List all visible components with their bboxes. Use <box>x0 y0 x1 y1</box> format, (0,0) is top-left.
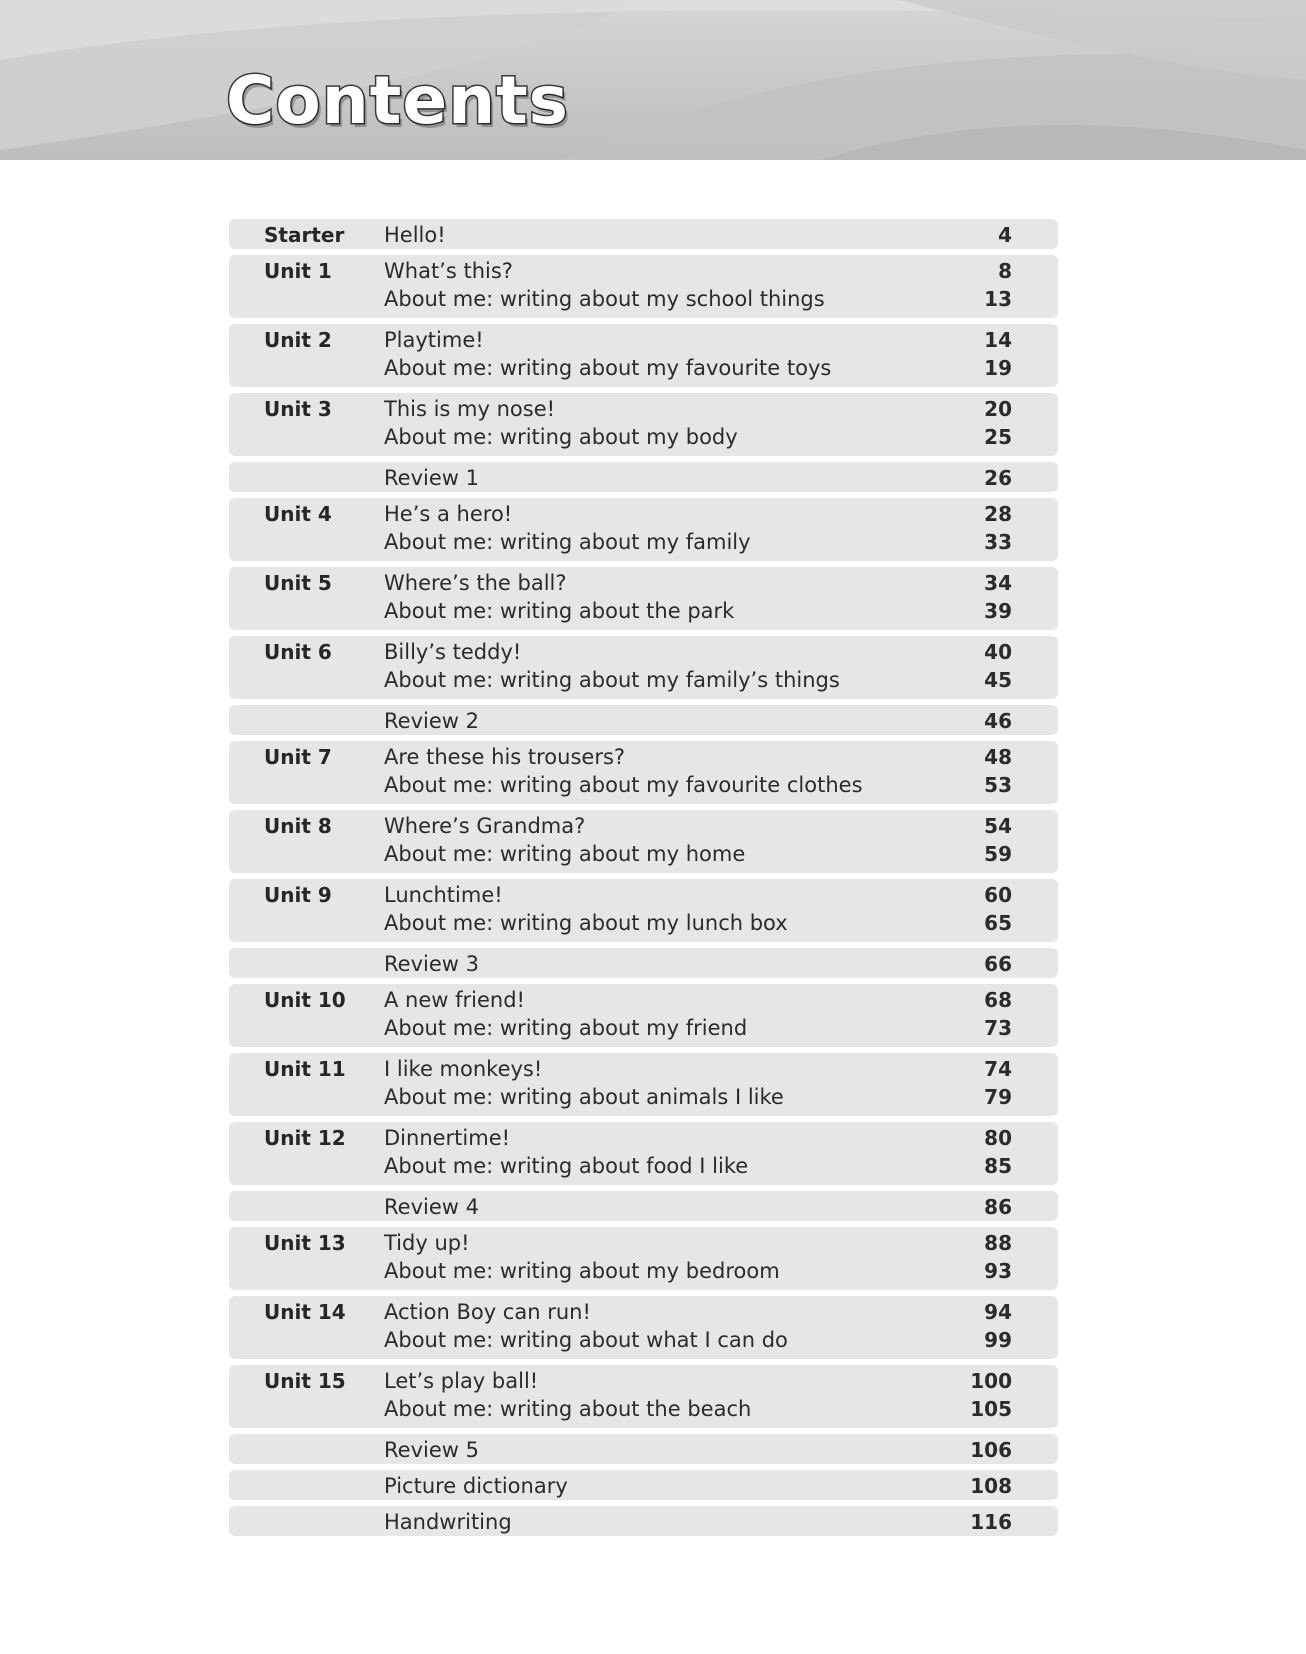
page-number: 8 <box>998 259 1012 283</box>
entry-title: Billy’s teddy! <box>384 640 522 664</box>
contents-entry <box>384 259 1012 287</box>
contents-entry <box>384 1369 1012 1397</box>
contents-entry <box>384 1195 1012 1223</box>
entry-title: Where’s Grandma? <box>384 814 586 838</box>
entry-title: Where’s the ball? <box>384 571 567 595</box>
page-number: 93 <box>984 1258 1012 1283</box>
contents-row <box>229 1191 1058 1221</box>
entry-title: Handwriting <box>384 1510 512 1534</box>
contents-entry <box>384 1300 1012 1328</box>
page-number: 60 <box>984 883 1012 907</box>
page-number: 86 <box>984 1195 1012 1219</box>
page-title: Contents <box>226 62 569 139</box>
contents-row <box>229 462 1058 492</box>
unit-label: Unit 14 <box>264 1300 346 1324</box>
unit-label: Unit 10 <box>264 988 346 1012</box>
unit-label: Unit 5 <box>264 571 332 595</box>
contents-entry <box>384 1259 1012 1287</box>
contents-row <box>229 219 1058 249</box>
page-number: 65 <box>984 910 1012 935</box>
page-number: 14 <box>984 328 1012 352</box>
contents-entry <box>384 883 1012 911</box>
entry-title: Hello! <box>384 223 446 247</box>
entry-title: Review 3 <box>384 952 479 976</box>
contents-entry <box>384 397 1012 425</box>
contents-row <box>229 498 1058 561</box>
entry-title: Dinnertime! <box>384 1126 511 1150</box>
page-number: 105 <box>970 1396 1012 1421</box>
contents-row <box>229 1470 1058 1500</box>
contents-entry <box>384 773 1012 801</box>
entry-lines <box>384 883 1012 938</box>
page-number: 106 <box>970 1438 1012 1462</box>
entry-lines <box>384 1474 1012 1502</box>
entry-title: About me: writing about my family <box>384 529 751 554</box>
contents-entry <box>384 1510 1012 1538</box>
entry-title: Are these his trousers? <box>384 745 626 769</box>
page-number: 100 <box>970 1369 1012 1393</box>
page-number: 25 <box>984 424 1012 449</box>
entry-title: About me: writing about my favourite toys <box>384 355 832 380</box>
contents-entry <box>384 988 1012 1016</box>
page-number: 79 <box>984 1084 1012 1109</box>
contents-entry <box>384 668 1012 696</box>
contents-entry <box>384 356 1012 384</box>
entry-lines <box>384 1057 1012 1112</box>
entry-lines <box>384 502 1012 557</box>
contents-row <box>229 324 1058 387</box>
entry-title: Action Boy can run! <box>384 1300 591 1324</box>
contents-entry <box>384 571 1012 599</box>
entry-title: About me: writing about my lunch box <box>384 910 788 935</box>
entry-lines <box>384 814 1012 869</box>
unit-label: Unit 8 <box>264 814 332 838</box>
entry-title: He’s a hero! <box>384 502 513 526</box>
contents-entry <box>384 1438 1012 1466</box>
contents-entry <box>384 502 1012 530</box>
page-number: 99 <box>984 1327 1012 1352</box>
entry-title: About me: writing about the beach <box>384 1396 752 1421</box>
entry-lines <box>384 1195 1012 1223</box>
banner-swoosh-graphic <box>0 0 1306 160</box>
entry-lines <box>384 1438 1012 1466</box>
page-number: 53 <box>984 772 1012 797</box>
entry-lines <box>384 223 1012 251</box>
entry-title: I like monkeys! <box>384 1057 543 1081</box>
page-number: 33 <box>984 529 1012 554</box>
entry-title: Playtime! <box>384 328 484 352</box>
entry-title: Let’s play ball! <box>384 1369 539 1393</box>
contents-entry <box>384 466 1012 494</box>
page-number: 48 <box>984 745 1012 769</box>
entry-lines <box>384 745 1012 800</box>
entry-title: Review 2 <box>384 709 479 733</box>
entry-title: About me: writing about food I like <box>384 1153 749 1178</box>
unit-label: Unit 4 <box>264 502 332 526</box>
entry-title: This is my nose! <box>384 397 556 421</box>
page-number: 26 <box>984 466 1012 490</box>
unit-label: Unit 2 <box>264 328 332 352</box>
page-number: 68 <box>984 988 1012 1012</box>
entry-lines <box>384 328 1012 383</box>
contents-entry <box>384 1231 1012 1259</box>
page-number: 34 <box>984 571 1012 595</box>
entry-lines <box>384 466 1012 494</box>
contents-entry <box>384 1085 1012 1113</box>
contents-entry <box>384 425 1012 453</box>
entry-title: About me: writing about what I can do <box>384 1327 788 1352</box>
unit-label: Unit 6 <box>264 640 332 664</box>
page-number: 46 <box>984 709 1012 733</box>
entry-lines <box>384 571 1012 626</box>
contents-row <box>229 393 1058 456</box>
page-number: 13 <box>984 286 1012 311</box>
page-number: 40 <box>984 640 1012 664</box>
contents-entry <box>384 1154 1012 1182</box>
entry-title: About me: writing about the park <box>384 598 735 623</box>
contents-entry <box>384 1057 1012 1085</box>
page-number: 39 <box>984 598 1012 623</box>
entry-title: Review 5 <box>384 1438 479 1462</box>
page-number: 20 <box>984 397 1012 421</box>
unit-label: Unit 3 <box>264 397 332 421</box>
entry-lines <box>384 259 1012 314</box>
entry-lines <box>384 988 1012 1043</box>
entry-title: Picture dictionary <box>384 1474 568 1498</box>
entry-lines <box>384 397 1012 452</box>
contents-row <box>229 1365 1058 1428</box>
contents-row <box>229 948 1058 978</box>
unit-label: Unit 7 <box>264 745 332 769</box>
entry-lines <box>384 1369 1012 1424</box>
unit-label: Unit 1 <box>264 259 332 283</box>
page-number: 4 <box>998 223 1012 247</box>
entry-lines <box>384 640 1012 695</box>
entry-title: About me: writing about my bedroom <box>384 1258 780 1283</box>
contents-entry <box>384 1016 1012 1044</box>
contents-entry <box>384 1474 1012 1502</box>
page-number: 59 <box>984 841 1012 866</box>
unit-label: Unit 15 <box>264 1369 346 1393</box>
contents-row <box>229 705 1058 735</box>
contents-row <box>229 567 1058 630</box>
contents-row <box>229 741 1058 804</box>
unit-label: Unit 12 <box>264 1126 346 1150</box>
contents-row <box>229 255 1058 318</box>
entry-title: About me: writing about animals I like <box>384 1084 784 1109</box>
entry-title: About me: writing about my favourite clothes <box>384 772 863 797</box>
contents-entry <box>384 1126 1012 1154</box>
contents-entry <box>384 814 1012 842</box>
entry-title: About me: writing about my family’s things <box>384 667 840 692</box>
contents-entry <box>384 842 1012 870</box>
entry-title: Tidy up! <box>384 1231 470 1255</box>
entry-lines <box>384 952 1012 980</box>
page-number: 19 <box>984 355 1012 380</box>
contents-row <box>229 1053 1058 1116</box>
page-number: 88 <box>984 1231 1012 1255</box>
entry-lines <box>384 1126 1012 1181</box>
entry-title: Lunchtime! <box>384 883 503 907</box>
contents-row <box>229 636 1058 699</box>
contents-entry <box>384 287 1012 315</box>
contents-entry <box>384 745 1012 773</box>
contents-row <box>229 1434 1058 1464</box>
unit-label: Unit 11 <box>264 1057 346 1081</box>
contents-row <box>229 1227 1058 1290</box>
page-number: 28 <box>984 502 1012 526</box>
entry-title: Review 1 <box>384 466 479 490</box>
entry-lines <box>384 1300 1012 1355</box>
contents-entry <box>384 952 1012 980</box>
entry-title: A new friend! <box>384 988 525 1012</box>
contents-row <box>229 1506 1058 1536</box>
contents-entry <box>384 599 1012 627</box>
contents-row <box>229 879 1058 942</box>
contents-entry <box>384 640 1012 668</box>
contents-row <box>229 984 1058 1047</box>
contents-row <box>229 810 1058 873</box>
page-number: 73 <box>984 1015 1012 1040</box>
contents-row <box>229 1122 1058 1185</box>
entry-lines <box>384 1231 1012 1286</box>
entry-title: About me: writing about my body <box>384 424 738 449</box>
entry-title: About me: writing about my home <box>384 841 746 866</box>
page-number: 85 <box>984 1153 1012 1178</box>
page-number: 66 <box>984 952 1012 976</box>
unit-label: Starter <box>264 223 345 247</box>
contents-entry <box>384 530 1012 558</box>
contents-entry <box>384 1397 1012 1425</box>
page-number: 80 <box>984 1126 1012 1150</box>
page-number: 54 <box>984 814 1012 838</box>
unit-label: Unit 9 <box>264 883 332 907</box>
contents-entry <box>384 223 1012 251</box>
contents-entry <box>384 709 1012 737</box>
entry-title: About me: writing about my friend <box>384 1015 748 1040</box>
entry-lines <box>384 709 1012 737</box>
entry-lines <box>384 1510 1012 1538</box>
header-banner <box>0 0 1306 160</box>
page-number: 108 <box>970 1474 1012 1498</box>
entry-title: About me: writing about my school things <box>384 286 825 311</box>
page-number: 74 <box>984 1057 1012 1081</box>
contents-row <box>229 1296 1058 1359</box>
unit-label: Unit 13 <box>264 1231 346 1255</box>
page-number: 94 <box>984 1300 1012 1324</box>
entry-title: Review 4 <box>384 1195 479 1219</box>
page-number: 116 <box>970 1510 1012 1534</box>
contents-entry <box>384 328 1012 356</box>
contents-entry <box>384 1328 1012 1356</box>
contents-table <box>229 219 1058 1542</box>
entry-title: What’s this? <box>384 259 513 283</box>
page-number: 45 <box>984 667 1012 692</box>
contents-entry <box>384 911 1012 939</box>
